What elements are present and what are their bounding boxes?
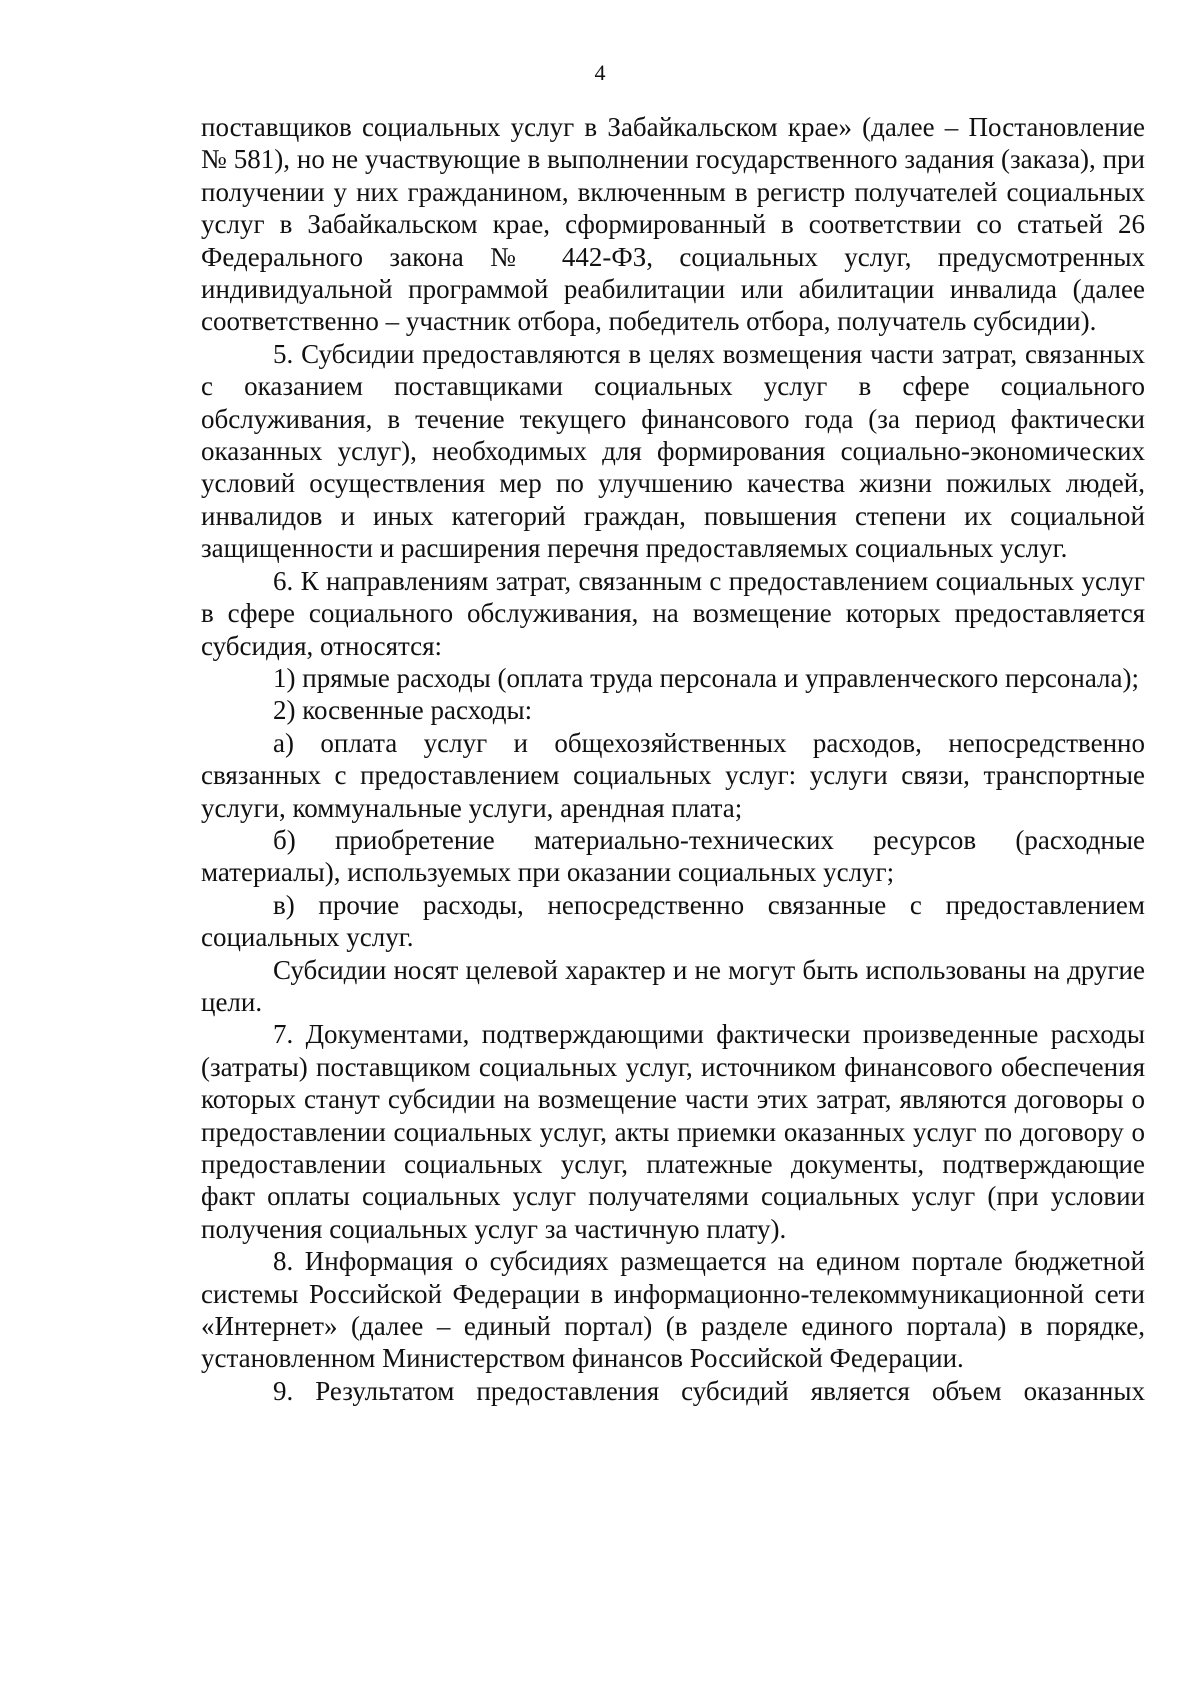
paragraph-target-use: Субсидии носят целевой характер и не могут быть использованы на другие цели.	[201, 954, 1145, 1017]
paragraph-continuation: поставщиков социальных услуг в Забайкальском крае» (далее – Постановление № 581), но не участвующие в выполнении государственного задания (заказа), при получении у них гражданином, включенным в регистр получателей социальных услуг в Забайкальском крае, сформированный в соответствии со статьей 26 Федерального закона № 442-ФЗ, социальных услуг, предусмотренных индивидуальной программой реабилитации или абилитации инвалида (далее соответственно – участник отбора, победитель отбора, получатель субсидии).	[201, 112, 1145, 337]
subitem-b: б) приобретение материально-технических ресурсов (расходные материалы), используемых при оказании социальных услуг;	[201, 824, 1145, 888]
paragraph-item-5: 5. Субсидии предоставляются в целях возмещения части затрат, связанных с оказанием поставщиками социальных услуг в сфере социального обслуживания, в течение текущего финансового года (за период фактически оказанных услуг), необходимых для формирования социально-экономических условий осуществления мер по улучшению качества жизни пожилых людей, инвалидов и иных категорий граждан, повышения степени их социальной защищенности и расширения перечня предоставляемых социальных услуг.	[201, 338, 1145, 564]
paragraph-item-9: 9. Результатом предоставления субсидий является объем оказанных	[273, 1375, 1145, 1406]
subitem-direct-costs: 1) прямые расходы (оплата труда персонала и управленческого персонала);	[273, 662, 1139, 693]
subitem-a: а) оплата услуг и общехозяйственных расходов, непосредственно связанных с предоставлением социальных услуг: услуги связи, транспортные услуги, коммунальные услуги, арендная плата;	[201, 727, 1145, 823]
document-body	[201, 111, 1145, 1407]
paragraph-item-6: 6. К направлениям затрат, связанным с предоставлением социальных услуг в сфере социального обслуживания, на возмещение которых предоставляется субсидия, относятся:	[201, 565, 1145, 661]
paragraph-item-8: 8. Информация о субсидиях размещается на едином портале бюджетной системы Российской Федерации в информационно-телекоммуникационной сети «Интернет» (далее – единый портал) (в разделе единого портала) в порядке, установленном Министерством финансов Российской Федерации.	[201, 1246, 1145, 1374]
subitem-indirect-costs: 2) косвенные расходы:	[273, 695, 533, 726]
subitem-v: в) прочие расходы, непосредственно связанные с предоставлением социальных услуг.	[201, 889, 1145, 953]
paragraph-item-7: 7. Документами, подтверждающими фактически произведенные расходы (затраты) поставщиком социальных услуг, источником финансового обеспечения которых станут субсидии на возмещение части этих затрат, являются договоры о предоставлении социальных услуг, акты приемки оказанных услуг по договору о предоставлении социальных услуг, платежные документы, подтверждающие факт оплаты социальных услуг получателями социальных услуг (при условии получения социальных услуг за частичную плату).	[201, 1019, 1145, 1244]
page-number: 4	[594, 60, 606, 85]
